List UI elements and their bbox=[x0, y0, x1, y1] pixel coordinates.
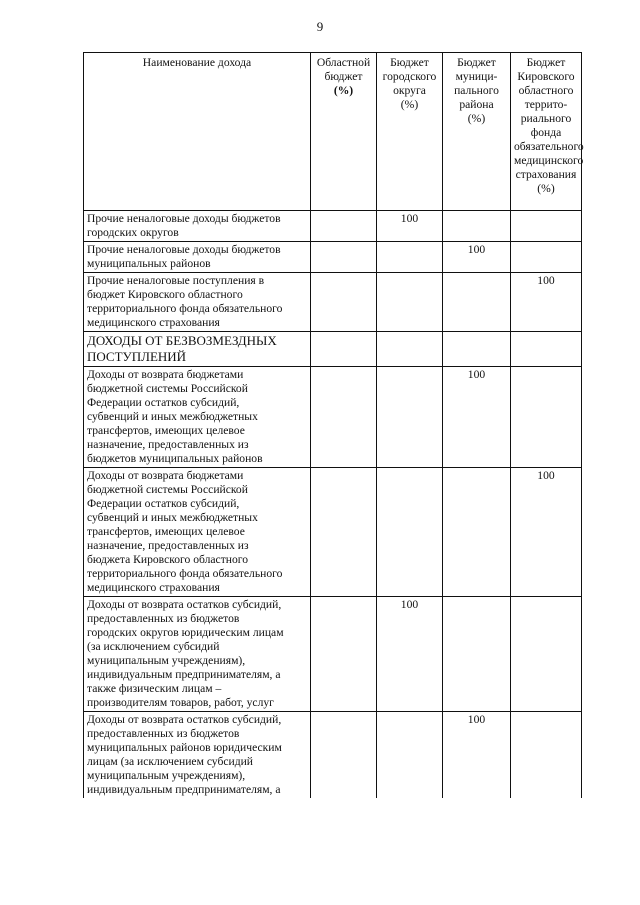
regional-pct-cell bbox=[311, 242, 377, 273]
fund-pct-cell: 100 bbox=[511, 468, 582, 597]
table-row bbox=[84, 468, 582, 597]
table-row bbox=[84, 242, 582, 273]
regional-pct-cell bbox=[311, 332, 377, 367]
income-name-cell: Доходы от возврата остатков субсидий, предоставленных из бюджетов городских округов юридическим лицам (за исключением субсидий муниципальным учреждениям), индивидуальным предпринимателям, а также физическим лицам – производителям товаров, работ, услуг bbox=[84, 597, 311, 712]
header-income-name: Наименование дохода bbox=[84, 53, 311, 211]
city-pct-cell bbox=[377, 367, 443, 468]
fund-pct-cell bbox=[511, 242, 582, 273]
fund-pct-cell bbox=[511, 332, 582, 367]
municipal-pct-cell bbox=[443, 273, 511, 332]
income-name-cell: Прочие неналоговые поступления в бюджет Кировского областного территориального фонда обязательного медицинского страхования bbox=[84, 273, 311, 332]
table-row bbox=[84, 211, 582, 242]
city-pct-cell bbox=[377, 273, 443, 332]
table-row bbox=[84, 367, 582, 468]
municipal-pct-cell: 100 bbox=[443, 367, 511, 468]
regional-pct-cell bbox=[311, 597, 377, 712]
header-regional-budget: Областной бюджет (%) bbox=[311, 53, 377, 211]
table-row bbox=[84, 712, 582, 799]
regional-pct-cell bbox=[311, 211, 377, 242]
city-pct-cell: 100 bbox=[377, 211, 443, 242]
city-pct-cell bbox=[377, 468, 443, 597]
municipal-pct-cell bbox=[443, 332, 511, 367]
table-header-row bbox=[84, 53, 582, 211]
fund-pct-cell: 100 bbox=[511, 273, 582, 332]
header-municipal-district-budget: Бюджет муници- пального района (%) bbox=[443, 53, 511, 211]
income-distribution-table bbox=[83, 52, 582, 798]
municipal-pct-cell bbox=[443, 468, 511, 597]
table-row bbox=[84, 597, 582, 712]
income-name-cell: Прочие неналоговые доходы бюджетов муниципальных районов bbox=[84, 242, 311, 273]
section-heading-cell: ДОХОДЫ ОТ БЕЗВОЗМЕЗДНЫХ ПОСТУПЛЕНИЙ bbox=[84, 332, 311, 367]
municipal-pct-cell: 100 bbox=[443, 242, 511, 273]
income-name-cell: Доходы от возврата бюджетами бюджетной системы Российской Федерации остатков субсидий, субвенций и иных межбюджетных трансфертов, имеющих целевое назначение, предоставленных из бюджетов муниципальных районов bbox=[84, 367, 311, 468]
fund-pct-cell bbox=[511, 211, 582, 242]
table-row bbox=[84, 273, 582, 332]
municipal-pct-cell: 100 bbox=[443, 712, 511, 799]
income-name-cell: Прочие неналоговые доходы бюджетов городских округов bbox=[84, 211, 311, 242]
header-city-district-budget: Бюджет городского округа (%) bbox=[377, 53, 443, 211]
city-pct-cell bbox=[377, 712, 443, 799]
municipal-pct-cell bbox=[443, 211, 511, 242]
regional-pct-cell bbox=[311, 367, 377, 468]
page-number: 9 bbox=[316, 19, 324, 34]
fund-pct-cell bbox=[511, 712, 582, 799]
municipal-pct-cell bbox=[443, 597, 511, 712]
income-name-cell: Доходы от возврата бюджетами бюджетной системы Российской Федерации остатков субсидий, субвенций и иных межбюджетных трансфертов, имеющих целевое назначение, предоставленных из бюджета Кировского областного территориального фонда обязательного медицинского страхования bbox=[84, 468, 311, 597]
regional-pct-cell bbox=[311, 468, 377, 597]
city-pct-cell bbox=[377, 332, 443, 367]
header-health-insurance-fund-budget: Бюджет Кировского областного террито- риального фонда обязательного медицинского страхования (%) bbox=[511, 53, 582, 211]
table-row-section-heading bbox=[84, 332, 582, 367]
income-name-cell: Доходы от возврата остатков субсидий, предоставленных из бюджетов муниципальных районов юридическим лицам (за исключением субсидий муниципальным учреждениям), индивидуальным предпринимателям, а bbox=[84, 712, 311, 799]
city-pct-cell bbox=[377, 242, 443, 273]
fund-pct-cell bbox=[511, 367, 582, 468]
regional-pct-cell bbox=[311, 712, 377, 799]
city-pct-cell: 100 bbox=[377, 597, 443, 712]
regional-pct-cell bbox=[311, 273, 377, 332]
fund-pct-cell bbox=[511, 597, 582, 712]
